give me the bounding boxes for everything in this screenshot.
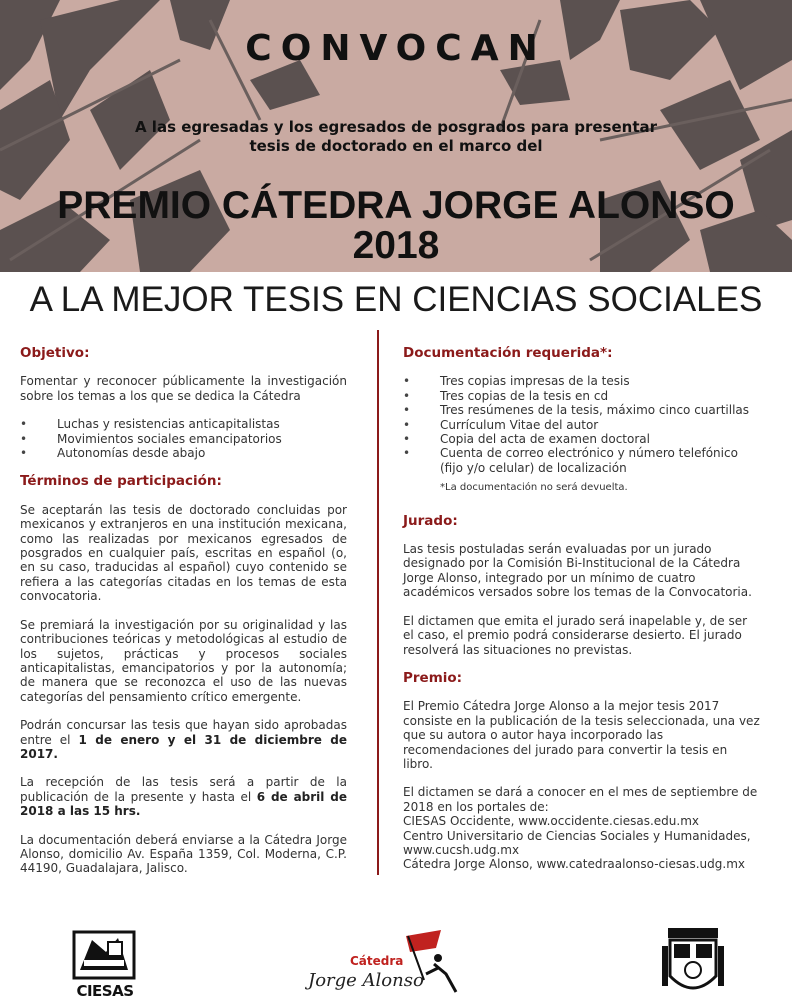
terminos-paragraph-2: Se premiará la investigación por su originalidad y las contribuciones teóricas y metodológicas al estudio de los sujetos, prácticas y procesos sociales anticapitalistas, emancipatorios y por la autonomía; de manera que se reconozca el uso de las nuevas categorías del pensamiento crítico emergente. [20,617,347,704]
terminos-paragraph-1: Se aceptarán las tesis de doctorado concluidas por mexicanos y extranjeros en una institución mexicana, como las realizadas por mexicanos egresados de posgrados en cualquier país, escritas en español (o, en su caso, traducidas al español) cuyo contenido se refiera a las categorías citadas en los temas de esta convocatoria. [20,502,347,604]
list-item: • Autonomías desde abajo [20,446,347,460]
premio-line: Cátedra Jorge Alonso, www.catedraalonso-ciesas.udg.mx [403,857,745,872]
terminos-p3-dates: 1 de enero y el 31 de diciembre de 2017. [20,732,348,761]
documentacion-note: *La documentación no será devuelta. [440,482,628,494]
premio-line: CIESAS Occidente, www.occidente.ciesas.edu.mx [403,814,700,829]
terminos-paragraph-5: La documentación deberá enviarse a la Cátedra Jorge Alonso, domicilio Av. España 1359, Col. Moderna, C.P. 44190, Guadalajara, Jalisco. [20,832,347,876]
award-title-year: 2018 [352,224,440,267]
catedra-word: Cátedra [350,954,404,968]
university-crest-icon [662,926,724,1000]
award-subtitle: A LA MEJOR TESIS EN CIENCIAS SOCIALES [29,280,763,319]
premio-paragraph-1: El Premio Cátedra Jorge Alonso a la mejor tesis 2017 consiste en la publicación de la tesis seleccionada, una vez que su autora o autor haya incorporado las recomendaciones del jurado para convertir la tesis en libro. [403,699,760,771]
udg-crest [662,926,724,1000]
list-item: • Currículum Vitae del autor [403,418,760,432]
convocan-heading: CONVOCAN [245,28,547,69]
premio-title: Premio: [403,669,463,686]
jurado-paragraph-2: El dictamen que emita el jurado será inapelable y, de ser el caso, el premio podrá considerarse desierto. El jurado resolverá las situaciones no previstas. [403,613,748,657]
premio-paragraph-2 [403,785,760,871]
award-title-line-1: PREMIO CÁTEDRA JORGE ALONSO [57,184,735,227]
list-item: • Cuenta de correo electrónico y número telefónico (fijo y/o celular) de localización [403,446,760,475]
catedra-logo [306,928,466,1000]
objetivo-title: Objetivo: [20,345,90,361]
documentacion-title: Documentación requerida*: [403,345,613,361]
list-item: • Luchas y resistencias anticapitalistas [20,417,347,431]
award-title [0,186,792,266]
jurado-paragraph-1: Las tesis postuladas serán evaluadas por un jurado designado por la Comisión Bi-Institucional de la Cátedra Jorge Alonso, integrado por un mínimo de cuatro académicos versados sobre los temas de la Convocatoria. [403,542,752,600]
terminos-paragraph-3 [20,718,347,761]
list-item: • Tres resúmenes de la tesis, máximo cinco cuartillas [403,403,760,417]
intro-line-2: tesis de doctorado en el marco del [249,137,543,155]
list-item: • Tres copias impresas de la tesis [403,374,760,388]
right-column [403,346,760,872]
premio-line: Centro Universitario de Ciencias Sociales y Humanidades, www.cucsh.udg.mx [403,828,751,857]
intro-line-1: A las egresadas y los egresados de posgrados para presentar [134,118,658,136]
premio-line: El dictamen se dará a conocer en el mes de septiembre de 2018 en los portales de: [403,785,758,814]
intro-text [0,118,792,156]
objetivo-list [20,417,347,460]
ciesas-logo [72,930,138,1000]
documentacion-list [403,374,760,475]
terminos-p4-text: La recepción de las tesis será a partir de la publicación de la presente y hasta el [20,775,347,804]
objetivo-text: Fomentar y reconocer públicamente la investigación sobre los temas a los que se dedica la Cátedra [20,374,347,403]
terminos-p4-deadline: 6 de abril de 2018 a las 15 hrs. [20,789,348,819]
list-item: • Tres copias de la tesis en cd [403,389,760,403]
terminos-p3-text: Podrán concursar las tesis que hayan sido aprobadas entre el [20,718,347,747]
catedra-signature: Jorge Alonso [308,970,424,991]
column-divider [377,330,379,875]
list-item: • Copia del acta de examen doctoral [403,432,760,446]
ciesas-wordmark: CIESAS [76,982,134,1000]
left-column [20,346,347,890]
terminos-paragraph-4 [20,775,347,818]
jurado-title: Jurado: [403,512,458,529]
list-item: • Movimientos sociales emancipatorios [20,432,347,446]
terminos-title: Términos de participación: [20,473,222,490]
header-banner [0,0,792,272]
